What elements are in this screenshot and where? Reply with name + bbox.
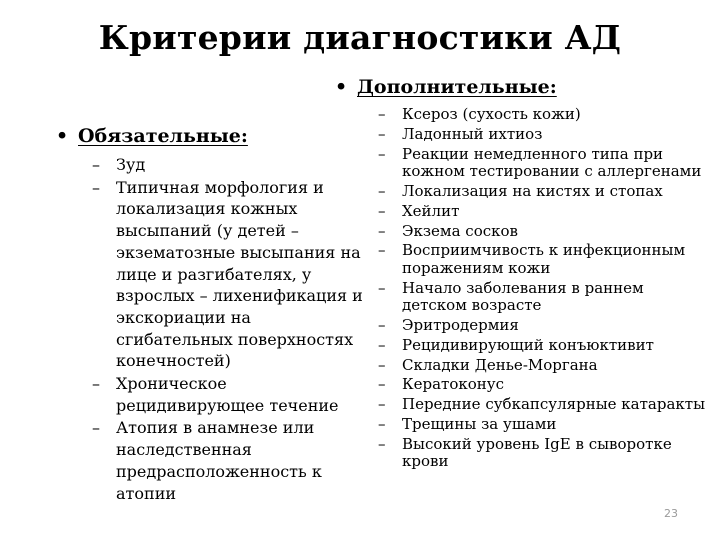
list-item-text: Типичная морфология и локализация кожных высыпаний (у детей – экзематозные высыпания на лице и разгибателях, у взрослых – лихенификация и экскориации на сгибательных поверхностях конечностей) xyxy=(116,177,363,371)
list-item-text: Локализация на кистях и стопах xyxy=(402,181,663,200)
list-item xyxy=(378,396,708,414)
dash-icon: – xyxy=(378,316,386,335)
list-item xyxy=(378,280,708,315)
dash-icon: – xyxy=(378,241,386,260)
additional-criteria-list xyxy=(378,106,708,473)
list-item xyxy=(92,154,367,176)
list-item-text: Рецидивирующий конъюктивит xyxy=(402,335,654,354)
list-item-text: Хроническое рецидивирующее течение xyxy=(116,374,339,415)
page-number: 23 xyxy=(664,507,678,520)
list-item-text: Реакции немедленного типа при кожном тестировании с аллергенами xyxy=(402,144,702,181)
dash-icon: – xyxy=(378,395,386,414)
list-item-text: Высокий уровень IgE в сыворотке крови xyxy=(402,434,672,471)
dash-icon: – xyxy=(378,278,386,297)
list-item-text: Кератоконус xyxy=(402,375,504,394)
list-item xyxy=(378,106,708,124)
list-item xyxy=(92,417,367,504)
heading-mandatory xyxy=(56,125,248,147)
dash-icon: – xyxy=(378,434,386,453)
dash-icon: – xyxy=(92,418,100,438)
heading-additional-text: Дополнительные: xyxy=(357,76,557,98)
dash-icon: – xyxy=(378,221,386,240)
list-item xyxy=(378,376,708,394)
list-item-text: Ладонный ихтиоз xyxy=(402,124,543,143)
list-item xyxy=(92,177,367,372)
list-item xyxy=(378,317,708,335)
list-item xyxy=(378,146,708,181)
list-item xyxy=(378,203,708,221)
bullet-icon: • xyxy=(335,76,348,98)
mandatory-criteria-list xyxy=(92,154,367,505)
list-item-text: Передние субкапсулярные катаракты xyxy=(402,395,706,414)
dash-icon: – xyxy=(378,414,386,433)
list-item xyxy=(92,373,367,416)
heading-additional xyxy=(335,76,557,98)
list-item-text: Зуд xyxy=(116,155,146,174)
list-item xyxy=(378,416,708,434)
heading-mandatory-text: Обязательные: xyxy=(78,125,248,147)
list-item-text: Экзема сосков xyxy=(402,221,518,240)
list-item xyxy=(378,183,708,201)
list-item-text: Складки Денье-Моргана xyxy=(402,355,598,374)
dash-icon: – xyxy=(92,374,100,394)
list-item-text: Эритродермия xyxy=(402,316,519,335)
dash-icon: – xyxy=(378,335,386,354)
list-item-text: Трещины за ушами xyxy=(402,414,557,433)
list-item-text: Начало заболевания в раннем детском возрасте xyxy=(402,278,644,315)
dash-icon: – xyxy=(378,201,386,220)
dash-icon: – xyxy=(378,355,386,374)
list-item-text: Атопия в анамнезе или наследственная предрасположенность к атопии xyxy=(116,418,322,503)
list-item xyxy=(378,126,708,144)
dash-icon: – xyxy=(378,124,386,143)
list-item xyxy=(378,337,708,355)
dash-icon: – xyxy=(378,181,386,200)
list-item xyxy=(378,223,708,241)
bullet-icon: • xyxy=(56,125,69,147)
list-item xyxy=(378,242,708,277)
list-item xyxy=(378,436,708,471)
dash-icon: – xyxy=(378,105,386,123)
dash-icon: – xyxy=(378,144,386,163)
dash-icon: – xyxy=(92,155,100,174)
list-item-text: Восприимчивость к инфекционным поражениям кожи xyxy=(402,241,686,277)
list-item xyxy=(378,357,708,375)
slide-title: Критерии диагностики АД xyxy=(98,18,622,57)
list-item-text: Ксероз (сухость кожи) xyxy=(402,105,581,123)
list-item-text: Хейлит xyxy=(402,201,460,220)
dash-icon: – xyxy=(92,177,100,197)
dash-icon: – xyxy=(378,375,386,394)
